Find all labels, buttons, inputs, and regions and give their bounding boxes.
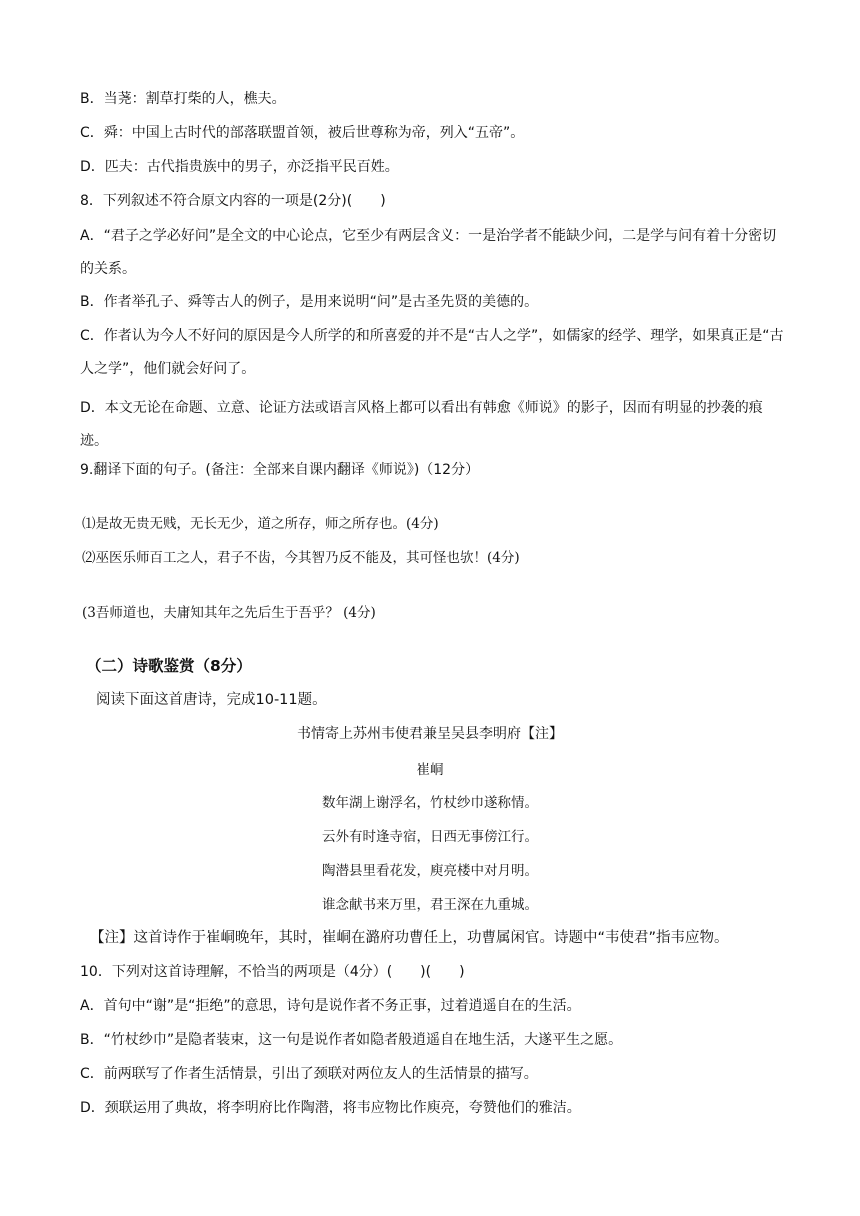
q7-option-d: D．匹夫：古代指贵族中的男子，亦泛指平民百姓。 (80, 159, 399, 175)
q10-option-d: D．颈联运用了典故，将李明府比作陶潜，将韦应物比作庾亮，夸赞他们的雅洁。 (80, 1100, 581, 1116)
q8-stem: 8．下列叙述不符合原文内容的一项是(2分)( ) (80, 193, 386, 209)
poem-line-4: 谁念献书来万里，君王深在九重城。 (322, 897, 538, 913)
poem-line-1: 数年湖上谢浮名，竹杖纱巾遂称情。 (322, 795, 538, 811)
q8-option-d: D．本文无论在命题、立意、论证方法或语言风格上都可以看出有韩愈《师说》的影子，因而有明显的抄袭的痕迹。 (80, 400, 763, 449)
section-heading: （二）诗歌鉴赏（8分） (86, 657, 252, 675)
section-intro: 阅读下面这首唐诗，完成10-11题。 (96, 692, 327, 708)
q8-option-b: B．作者举孔子、舜等古人的例子，是用来说明“问”是古圣先贤的美德的。 (80, 294, 539, 310)
poem-line-3: 陶潜县里看花发，庾亮楼中对月明。 (322, 863, 538, 879)
q10-option-c: C．前两联写了作者生活情景，引出了颈联对两位友人的生活情景的描写。 (80, 1066, 538, 1082)
poem-author: 崔峒 (416, 762, 444, 778)
poem-title: 书情寄上苏州韦使君兼呈吴县李明府【注】 (297, 726, 563, 742)
q8-option-a: A．“君子之学必好问”是全文的中心论点，它至少有两层含义：一是治学者不能缺少问，二是学与问有着十分密切的关系。 (80, 228, 777, 277)
q7-option-b: B．当荛：割草打柴的人，樵夫。 (80, 91, 286, 107)
q10-option-b: B．“竹杖纱巾”是隐者装束，这一句是说作者如隐者般逍遥自在地生活，大遂平生之愿。 (80, 1032, 623, 1048)
q9-sentence-2: ⑵巫医乐师百工之人，君子不齿，今其智乃反不能及，其可怪也欤！(4分) (82, 550, 520, 566)
poem-note: 【注】这首诗作于崔峒晚年，其时，崔峒在潞府功曹任上，功曹属闲官。诗题中“韦使君”指韦应物。 (90, 930, 729, 946)
q9-sentence-1: ⑴是故无贵无贱，无长无少，道之所存，师之所存也。(4分) (82, 516, 439, 532)
q8-option-c: C．作者认为今人不好问的原因是今人所学的和所喜爱的并不是“古人之学”，如儒家的经学、理学，如果真正是“古人之学”，他们就会好问了。 (80, 328, 784, 377)
q10-option-a: A．首句中“谢”是“拒绝”的意思，诗句是说作者不务正事，过着逍遥自在的生活。 (80, 998, 581, 1014)
poem-line-2: 云外有时逢寺宿，日西无事傍江行。 (322, 829, 538, 845)
q10-stem: 10．下列对这首诗理解，不恰当的两项是（4分）( )( ) (80, 964, 465, 980)
q7-option-c: C．舜：中国上古时代的部落联盟首领，被后世尊称为帝，列入“五帝”。 (80, 125, 525, 141)
q9-stem: 9.翻译下面的句子。(备注：全部来自课内翻译《师说》)（12分） (80, 462, 480, 478)
q9-sentence-3: (3吾师道也，夫庸知其年之先后生于吾乎？ (4分) (82, 605, 376, 621)
